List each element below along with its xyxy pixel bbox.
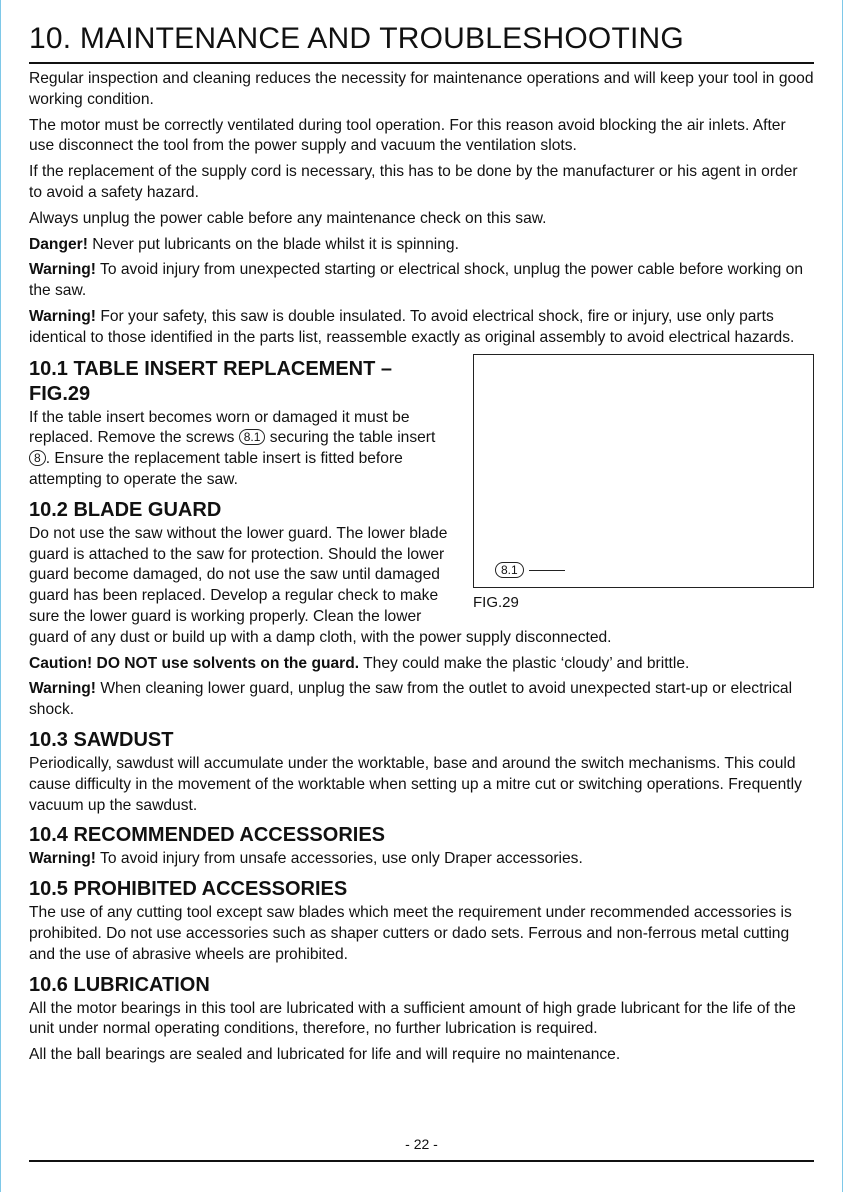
table-insert-text: If the table insert becomes worn or damaged it must be replaced. Remove the screws xyxy=(29,408,410,447)
warning-text: To avoid injury from unexpected starting or electrical shock, unplug the power cable before working on the saw. xyxy=(29,261,804,300)
warning-label: Warning! xyxy=(29,680,96,698)
warning-text: When cleaning lower guard, unplug the saw from the outlet to avoid unexpected start-up or electrical shock. xyxy=(29,680,793,719)
warning-label: Warning! xyxy=(29,261,96,279)
warning-note xyxy=(29,849,814,870)
section-heading-10-5: 10.5 PROHIBITED ACCESSORIES xyxy=(29,878,348,901)
part-reference-badge: 8 xyxy=(29,450,46,466)
figure-image-box xyxy=(473,354,814,588)
intro-paragraph: Regular inspection and cleaning reduces the necessity for maintenance operations and will keep your tool in good working condition. xyxy=(29,70,814,108)
intro-paragraph: If the replacement of the supply cord is necessary, this has to be done by the manufacturer or his agent in order to avoid a safety hazard. xyxy=(29,163,798,201)
lubrication-paragraph: All the motor bearings in this tool are lubricated with a sufficient amount of high grade lubricant for the life of the unit under normal operating conditions, therefore, no further lubrication is required. xyxy=(29,999,796,1038)
page-content xyxy=(29,69,814,1071)
intro-paragraph: The motor must be correctly ventilated during tool operation. For this reason avoid blocking the air inlets. After use disconnect the tool from the power supply and vacuum the ventilation slots. xyxy=(29,116,786,155)
page-number: - 22 - xyxy=(405,1136,438,1152)
caution-note xyxy=(29,654,814,675)
warning-note xyxy=(29,679,814,721)
blade-guard-paragraph: Do not use the saw without the lower guard. The lower blade guard is attached to the saw for protection. Should the lower guard become damaged, do not use the saw until damaged guard has been replaced. Develop a regular check to make sure the lower guard is working properly. Clean the lower guard of any dust or build up with a damp cloth, with the power supply disconnected. xyxy=(29,524,612,646)
warning-text: To avoid injury from unsafe accessories, use only Draper accessories. xyxy=(95,850,583,868)
section-heading-10-2: 10.2 BLADE GUARD xyxy=(29,498,222,521)
intro-paragraph: Always unplug the power cable before any maintenance check on this saw. xyxy=(29,209,547,227)
prohibited-paragraph: The use of any cutting tool except saw blades which meet the requirement under recommended accessories is prohibited. Do not use accessories such as shaper cutters or dado sets. Ferrous and non-ferrous metal cutting and the use of abrasive wheels are prohibited. xyxy=(29,904,792,963)
footer-rule xyxy=(29,1160,814,1162)
figure-caption: FIG.29 xyxy=(473,593,519,611)
danger-note xyxy=(29,235,814,256)
page-title: 10. MAINTENANCE AND TROUBLESHOOTING xyxy=(29,22,684,55)
danger-text: Never put lubricants on the blade whilst it is spinning. xyxy=(87,235,459,253)
table-insert-text: . Ensure the replacement table insert is fitted before attempting to operate the saw. xyxy=(29,450,403,488)
callout-leader-line xyxy=(529,570,565,571)
warning-label: Warning! xyxy=(29,850,96,868)
caution-text: They could make the plastic ‘cloudy’ and brittle. xyxy=(359,654,690,672)
figure-29 xyxy=(473,354,814,613)
warning-text: For your safety, this saw is double insulated. To avoid electrical shock, fire or injury, use only parts identical to those identified in the parts list, reassemble exactly as original assembly to avoid electrical hazards. xyxy=(29,307,795,346)
sawdust-paragraph: Periodically, sawdust will accumulate under the worktable, base and around the switch mechanisms. This could cause difficulty in the movement of the worktable when setting up a mitre cut or switching operations. Frequently vacuum up the sawdust. xyxy=(29,754,802,814)
section-heading-10-6: 10.6 LUBRICATION xyxy=(29,973,210,996)
section-heading-10-1: 10.1 TABLE INSERT REPLACEMENT – FIG.29 xyxy=(29,357,393,405)
title-rule xyxy=(29,62,814,64)
section-heading-10-4: 10.4 RECOMMENDED ACCESSORIES xyxy=(29,824,385,847)
part-reference-badge: 8.1 xyxy=(239,429,266,445)
section-heading-10-3: 10.3 SAWDUST xyxy=(29,728,174,751)
caution-label: Caution! DO NOT use solvents on the guard. xyxy=(29,654,360,672)
table-insert-text: securing the table insert xyxy=(265,429,436,447)
warning-note xyxy=(29,307,814,349)
lubrication-paragraph: All the ball bearings are sealed and lubricated for life and will require no maintenance. xyxy=(29,1046,621,1064)
page-edge-left xyxy=(0,0,1,1192)
danger-label: Danger! xyxy=(29,235,88,253)
warning-note xyxy=(29,260,814,302)
warning-label: Warning! xyxy=(29,307,96,325)
figure-callout: 8.1 xyxy=(495,562,524,578)
